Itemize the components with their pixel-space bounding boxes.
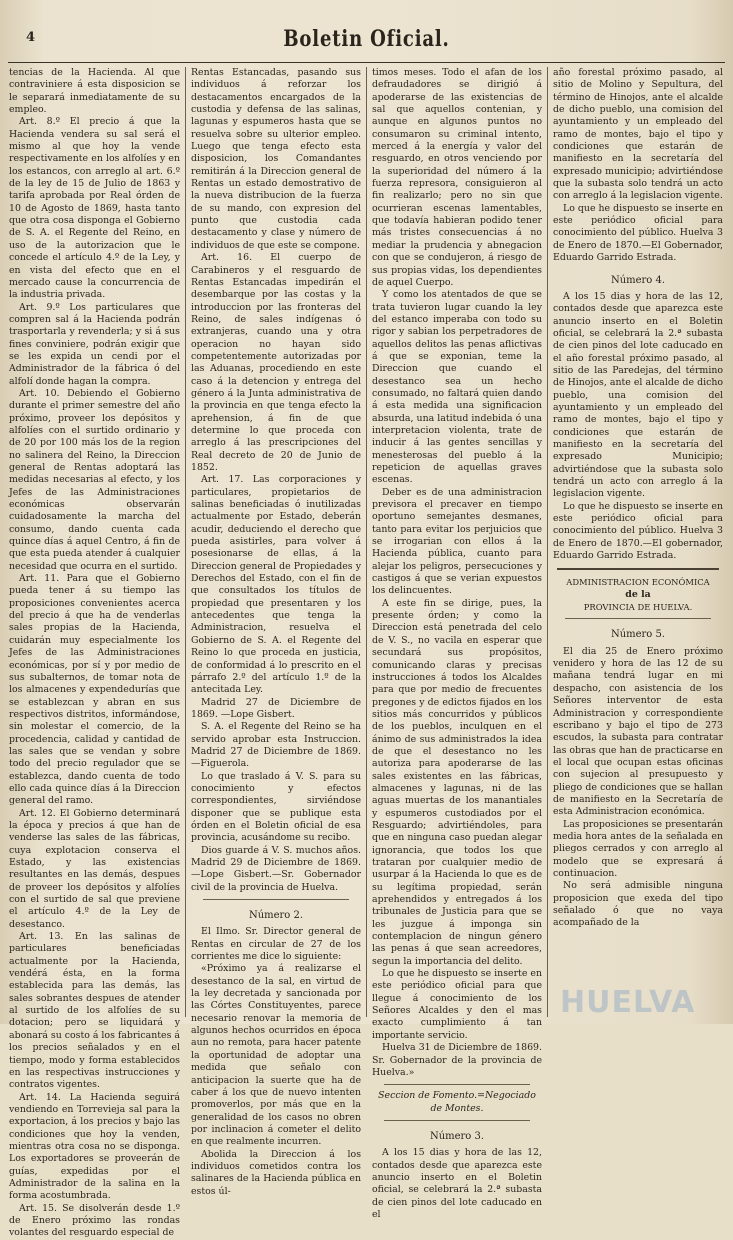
paragraph: El Ilmo. Sr. Director general de Rentas en circular de 27 de los corrientes me dice lo siguiente:: [191, 926, 361, 963]
section-number-4: Número 4.: [610, 274, 666, 286]
paragraph: Y como los atentados de que se trata tuvieron lugar cuando la ley del estanco imperaba con todo su rigor y sabian los perpetradores de aquellos delitos las penas aflictivas á que se exponian, teme la Direccion que cuando el desestanco sea un hecho consumado, no faltará quien dando á esta medida una significacion absurda, una latitud indebida ó una interpretacion violenta, trate de inducir á las gentes sencillas y menesterosas del pueblo á la repeticion de aquellas graves escenas.: [372, 289, 542, 486]
section-number-5: Número 5.: [610, 629, 666, 641]
article-17: Art. 17. Las corporaciones y particulares, propietarios de salinas beneficiadas ó inutilizadas actualmente por Estado, deberán acudir, deduciendo el derecho que pueda asistirles, para volver á posesionarse de ellas, á la Direccion general de Propiedades y Derechos del Estado, con el fin de que consultados los títulos de propiedad que presentaren y los antecedentes que tenga la Administracion, resuelva el Gobierno de S. A. el Regente del Reino lo que proceda en justicia, de conformidad á lo prescrito en el párrafo 2.º del artículo 1.º de la antecitada Ley.: [191, 474, 361, 696]
article-15: Art. 15. Se disolverán desde 1.º de Enero próximo las rondas volantes del resguardo especial de: [9, 1202, 180, 1239]
article-14: Art. 14. La Hacienda seguirá vendiendo en Torrevieja sal para la exportacion, á los precios y bajo las condiciones que hoy la venden, mientras otra cosa no se disponga. Los exportadores se proveerán de guías, expedidas por el Administrador de la salina en la forma acostumbrada.: [9, 1091, 180, 1202]
article-9: Art. 9.º Los particulares que compren sal á la Hacienda podrán trasportarla y revenderla; y si á sus fines conviniere, podrán exigir que se les expida un cendi por el Administrador de la fábrica ó del alfolí donde hagan la compra.: [9, 301, 180, 387]
column-1: [4, 67, 185, 1239]
paragraph: A los 15 dias y hora de las 12, contados desde que aparezca este anuncio inserto en el Boletin oficial, se celebrará la 2.ª subasta de cien pinos del lote caducado en el año forestal próximo pasado, al sitio de las Paredejas, del término de Hinojos, ante el alcalde de dicho pueblo, una comision del ayuntamiento y un empleado del ramo de montes, bajo el tipo y condiciones que estarán de manifiesto en la secretaría del expresado Municipio; advirtiéndose que la subasta solo tendrá un acto con arreglo á la legislacion vigente.: [553, 290, 723, 500]
section-heading-fomento: Seccion de Fomento.=Negociado de Montes.: [378, 1090, 536, 1114]
separator: [384, 1120, 530, 1121]
page-number: 4: [26, 30, 36, 45]
column-2: [185, 67, 366, 1197]
paragraph: Rentas Estancadas, pasando sus individuos á reforzar los destacamentos encargados de la custodia y defensa de las salinas, lagunas y espumeros hasta que se resuelva sobre su ulterior empleo. Luego que tenga efecto esta disposicion, los Comandantes remitirán á la Direccion general de Rentas un estado demostrativo de la nueva distribucion de la fuerza de su mando, con expresion del punto que custodia cada destacamento y clase y número de individuos de que este se compone.: [191, 67, 361, 251]
separator: [557, 568, 719, 570]
masthead-title: Boletin Oficial.: [283, 26, 450, 52]
article-8: Art. 8.º El precio á que la Hacienda vendera su sal será el mismo al que hoy la vende respectivamente en los alfolíes y en los estancos, con arreglo al art. 6.º de la ley de 15 de Julio de 1863 y tarifa aprobada por Real órden de 10 de Agosto de 1869, hasta tanto que otra cosa disponga el Gobierno de S. A. el Regente del Reino, en uso de la autorizacion que le concede el artículo 4.º de la Ley, y en vista del efecto que en el mercado cause la concurrencia de la industria privada.: [9, 116, 180, 301]
header-rule: [8, 62, 725, 63]
paragraph: A este fin se dirige, pues, la presente órden; y como la Direccion está penetrada del celo de V. S., no vacila en esperar que secundará sus propósitos, comunicando claras y precisas instrucciones á todos los Alcaldes para que por medio de frecuentes pregones y de edictos fijados en los sitios más concurridos y públicos de los pueblos, inculquen en el ánimo de sus administrados la idea de que el desestanco no les autoriza para apoderarse de las sales existentes en las fábricas, almacenes y lagunas, ni de las aguas muertas de los manantiales y espumeros custodiados por el Resguardo; advirtiéndoles, para que en ninguna caso puedan alegar ignorancia, que todos los que trataran por cualquier medio de usurpar á la Hacienda lo que es de su legítima propiedad, serán aprehendidos y entregados á los tribunales de Justicia para que se les juzgue á imponga sin contemplacion de ningun género las penas á que sean acreedores, segun la importancia del delito.: [372, 597, 542, 967]
paragraph: año forestal próximo pasado, al sitio de Molino y Sepultura, del término de Hinojos, ante el alcalde de dicho pueblo, una comision del ayuntamiento y un empleado del ramo de montes, bajo el tipo y condiciones que estarán de manifiesto en la secretaría del expresado municipio; advirtiéndose que la subasta solo tendrá un acto con arreglo á la legislacion vigente.: [553, 67, 723, 202]
paragraph: Abolida la Direccion á los individuos cometidos contra los salinares de la Hacienda pública en estos úl-: [191, 1148, 361, 1197]
separator: [384, 1084, 530, 1085]
column-4: [547, 67, 728, 1017]
paragraph: El dia 25 de Enero próximo venidero y hora de las 12 de su mañana tendrá lugar en mi despacho, con asistencia de los Señores interventor de esta Administracion y correspondiente escribano y bajo el tipo de 273 escudos, la subasta para contratar las obras que han de practicarse en el local que ocupan estas oficinas con sujecion al presupuesto y pliego de condiciones que se hallan de manifiesto en la Secretaría de esta Administracion económica.: [553, 645, 723, 818]
paragraph: tencias de la Hacienda. Al que contraviniere á esta disposicion se le separará inmediatamente de su empleo.: [9, 67, 180, 116]
paragraph: timos meses. Todo el afan de los defraudadores se dirigió á apoderarse de las existencias de sal que aquellos contenian, y aunque en algunos puntos no consumaron su criminal intento, merced á la energía y valor del resguardo, en otros venciendo por la superioridad del número á la fuerza represora, consiguieron al fin realizarlo; pero no sin que ocurrieran escenas lamentables, que todavía habieran podido tener más tristes consecuencias á no mediar la prudencia y abnegacion con que se condujeron, á riesgo de sus propias vidas, los dependientes de aquel Cuerpo.: [372, 67, 542, 288]
column-3: [366, 67, 547, 1220]
separator: [203, 899, 349, 900]
paragraph: Lo que he dispuesto se inserte en este periódico oficial para conocimiento del público. Huelva 3 de Enero de 1870.—El Gobernador, Eduardo Garrido Estrada.: [553, 202, 723, 264]
approval-regent: S. A. el Regente del Reino se ha servido aprobar esta Instruccion. Madrid 27 de Diciembre de 1869. —Figuerola.: [191, 721, 361, 770]
paragraph: «Próximo ya á realizarse el desestanco de la sal, en virtud de la ley decretada y sancionada por las Córtes Constituyentes, parece necesario renovar la memoria de algunos hechos ocurridos en época aun no remota, para hacer patente la oportunidad de adoptar una medida que señalo con anticipacion la suerte que ha de caber á los que de nuevo intenten promoverlos, por más que en la generalidad de los casos no obren por inclinacion á cometer el delito en que realmente incurren.: [191, 963, 361, 1148]
section-number-2: Número 2.: [248, 910, 304, 922]
article-11: Art. 11. Para que el Gobierno pueda tener á su tiempo las proposiciones convenientes acerca del precio á que ha de venderlas sales propias de la Hacienda, cuidarán muy especialmente los Jefes de las Administraciones económicas, por sí y por medio de sus subalternos, de tomar nota de los almacenes y expendedurías que se establezcan y abran en sus respectivos distritos, informándose, sin molestar el comercio, de la procedencia, calidad y cantidad de las sales que se vendan y sobre todo del precio regulador que se establezca, dando cuenta de todo ello cada quince días á la Direccion general del ramo.: [9, 573, 180, 807]
paragraph: No será admisible ninguna proposicion que exeda del tipo señalado ó que no vaya acompañado de la: [553, 880, 723, 929]
watermark-logo: HUELVA: [560, 985, 696, 1020]
section-number-3: Número 3.: [429, 1130, 485, 1142]
paragraph: Lo que he dispuesto se inserte en este periódico oficial para conocimiento del público. Huelva 3 de Enero de 1870.—El gobernador, Eduardo Garrido Estrada.: [553, 500, 723, 562]
text-columns: [4, 67, 728, 1239]
admin-heading-de-la: de la: [625, 588, 651, 600]
paragraph: Deber es de una administracion previsora el precaver en tiempo oportuno semejantes desmanes, tanto para evitar los perjuicios que se irrogarian con ellos á la Hacienda pública, cuanto para alejar los peligros, persecuciones y castigos á que se verian expuestos los delincuentes.: [372, 486, 542, 597]
paragraph: A los 15 dias y hora de las 12, contados desde que aparezca este anuncio inserto en el Boletin oficial, se celebrará la 2.ª subasta de cien pinos del lote caducado en el: [372, 1147, 542, 1220]
article-12: Art. 12. El Gobierno determinará la época y precios á que han de venderse las sales de las fábricas, cuya explotacion conserva el Estado, y las existencias resultantes en las demás, despues de proveer los depósitos y alfolíes con el surtido de sal que previene el artículo 4.º de la Ley de desestanco.: [9, 807, 180, 930]
admin-heading: ADMINISTRACION ECONÓMICA: [566, 577, 710, 588]
paragraph: Las proposiciones se presentarán media hora antes de la señalada en pliegos cerrados y con arreglo al modelo que se expresará á continuacion.: [553, 818, 723, 879]
signature: Huelva 31 de Diciembre de 1869. Sr. Gobernador de la provincia de Huelva.»: [372, 1042, 542, 1078]
paragraph: Lo que traslado á V. S. para su conocimiento y efectos correspondientes, sirviéndose disponer que se publique esta órden en el Boletin oficial de esa provincia, acusándome su recibo.: [191, 770, 361, 844]
closing: Dios guarde á V. S. muchos años. Madrid 29 de Diciembre de 1869.—Lope Gisbert.—Sr. Gobernador civil de la provincia de Huelva.: [191, 844, 361, 893]
signature-gisbert: Madrid 27 de Diciembre de 1869. —Lope Gisbert.: [191, 696, 361, 720]
article-10: Art. 10. Debiendo el Gobierno durante el primer semestre del año próximo, proveer los depósitos y alfolíes con el surtido ordinario y de 20 por 100 más los de la region no salinera del Reino, la Direccion general de Rentas adoptará las medidas necesarias al efecto, y los Jefes de las Administraciones económicas observarán cuidadosamente la marcha del consumo, dando cuenta cada quince días á aquel Centro, á fin de que esta pueda atender á cualquier necesidad que ocurra en el surtido.: [9, 387, 180, 572]
admin-heading-province: PROVINCIA DE HUELVA.: [583, 602, 693, 613]
article-16: Art. 16. El cuerpo de Carabineros y el resguardo de Rentas Estancadas impedirán el desembarque por las costas y la introduccion por las fronteras del Reino, de sales indígenas ó extranjeras, cuando una y otra operacion no hayan sido competentemente autorizadas por las Aduanas, procediendo en este caso á la detencion y entrega del género á la Junta administrativa de la provincia en que tenga efecto la aprehension, á fin de que determine lo que proceda con arreglo á las prescripciones del Real decreto de 20 de Junio de 1852.: [191, 252, 361, 473]
separator: [565, 618, 711, 619]
paragraph: Lo que he dispuesto se inserte en este periódico oficial para que llegue á conocimiento de los Señores Alcaldes y den el mas exacto cumplimiento á tan importante servicio.: [372, 968, 542, 1041]
article-13: Art. 13. En las salinas de particulares beneficiadas actualmente por la Hacienda, vendérá ésta, en la forma establecida para las demás, las sales sobrantes despues de atender al surtido de los alfolíes de su dotacion; pero se liquidará y abonará su costo á los fabricantes á los precios señalados y en el tiempo, modo y forma establecidos en las respectivas instrucciones y contratos vigentes.: [9, 931, 180, 1091]
